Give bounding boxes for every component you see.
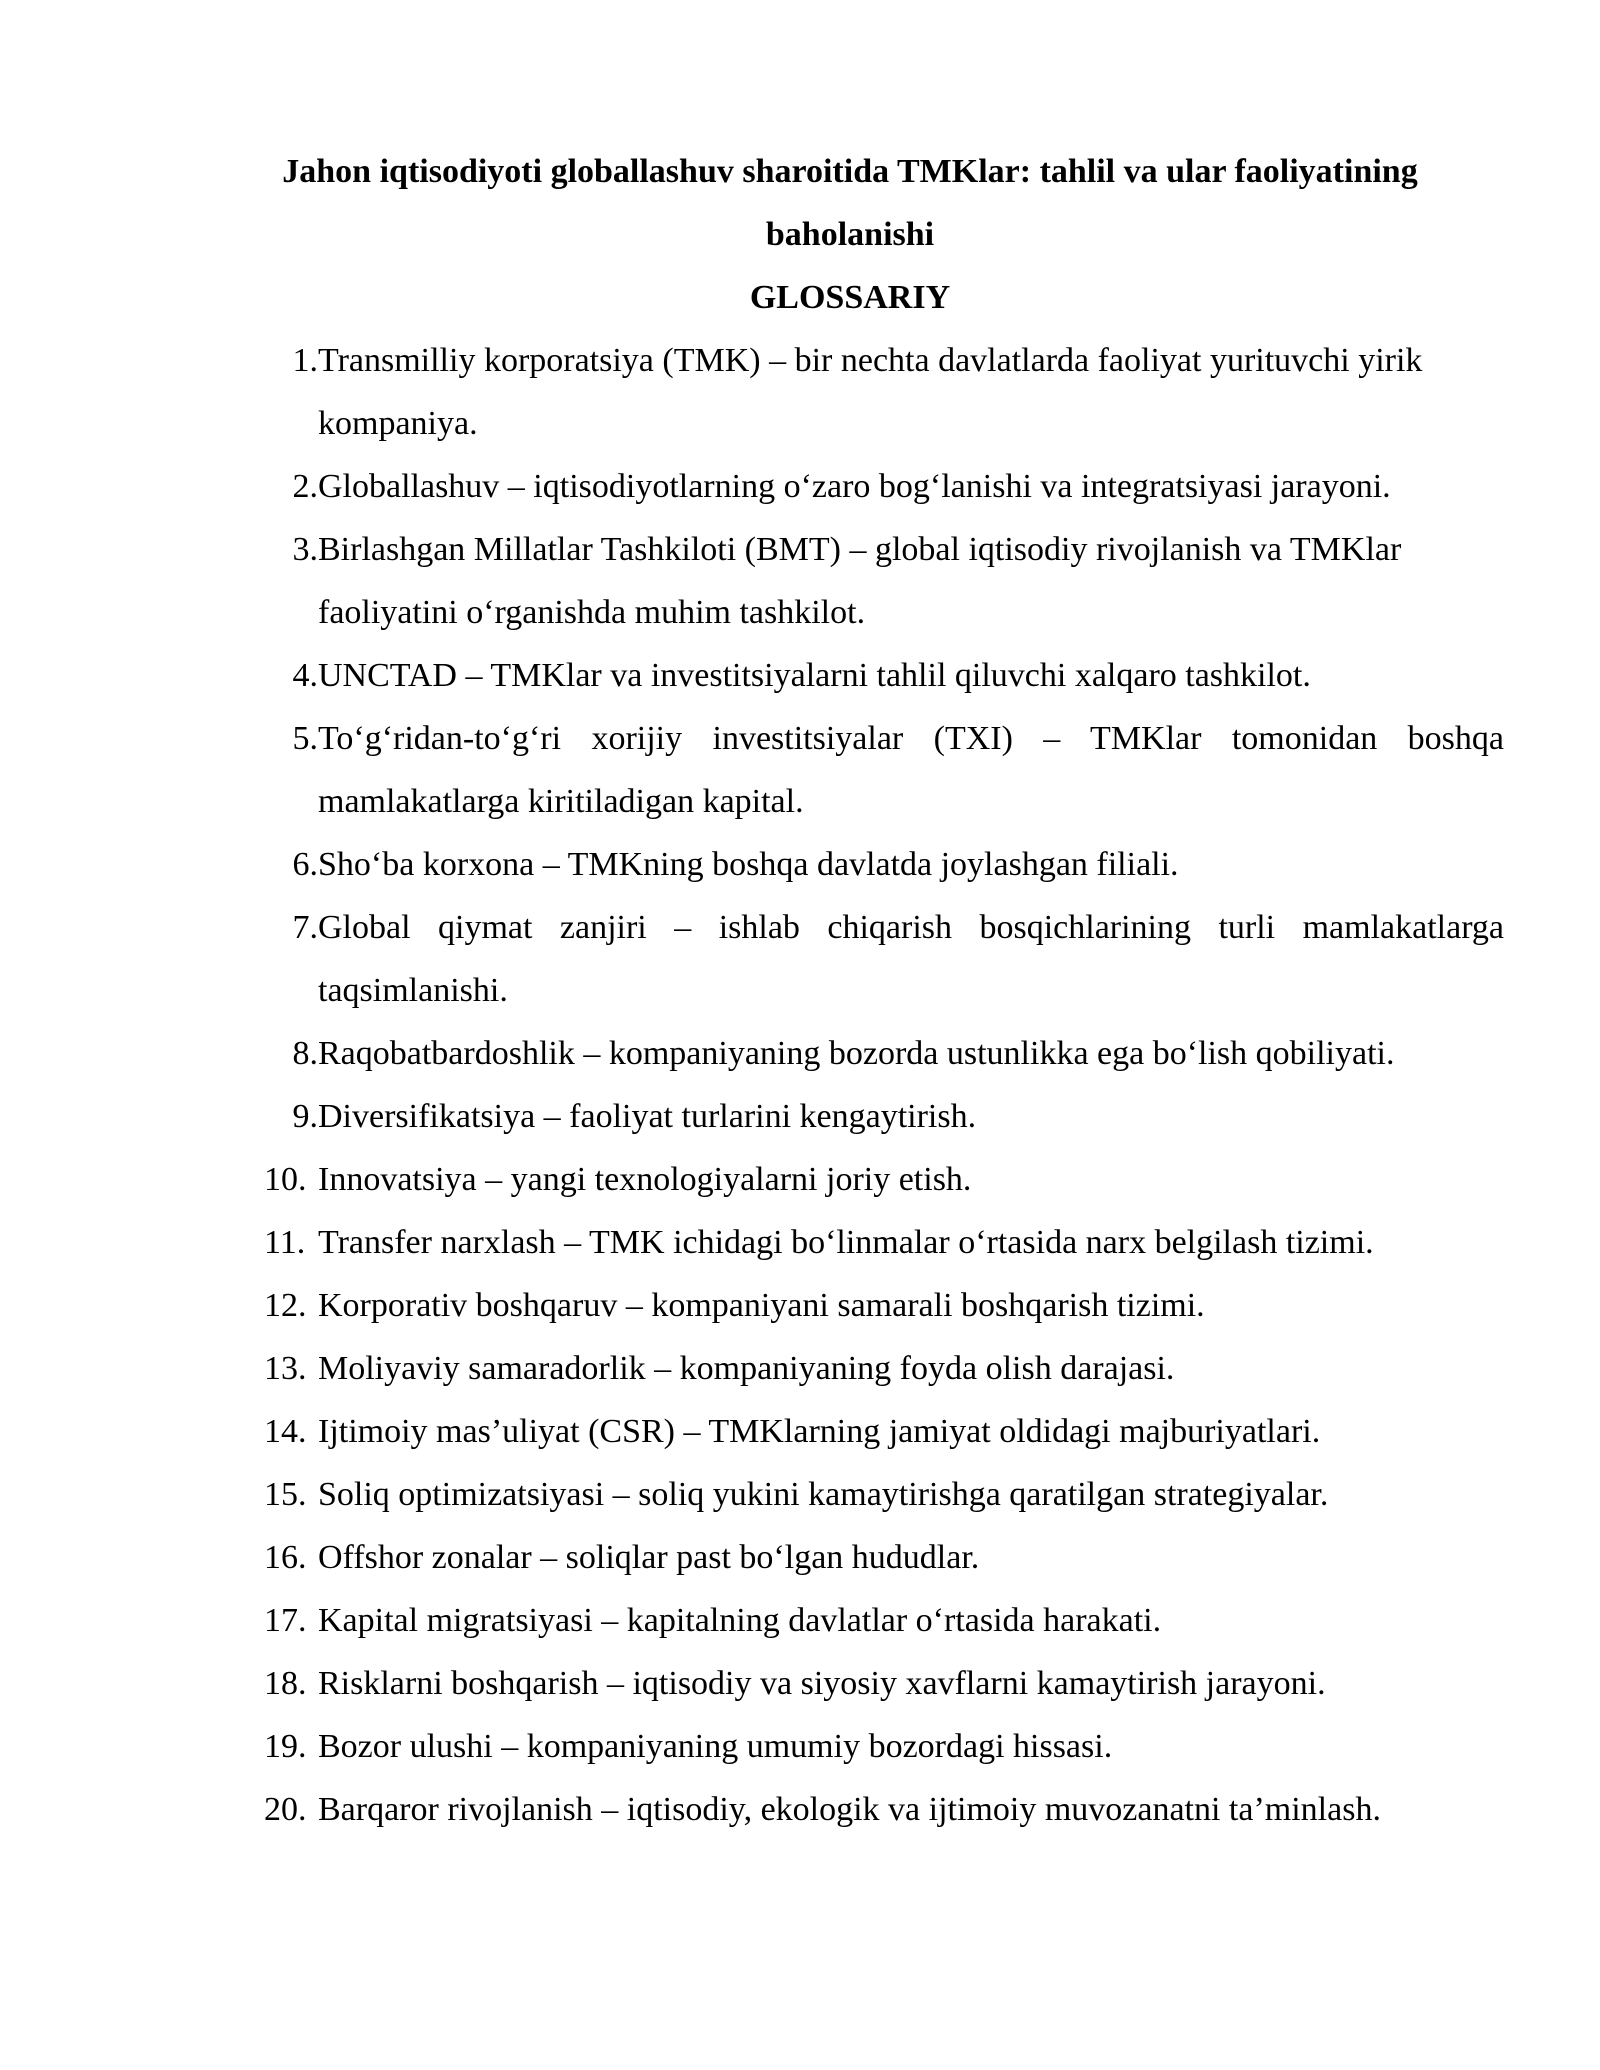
glossary-heading: GLOSSARIY	[749, 279, 951, 316]
item-number: 18.	[264, 1665, 307, 1702]
item-number: 13.	[264, 1350, 307, 1387]
glossary-item	[264, 518, 1504, 644]
glossary-item	[264, 1463, 1504, 1526]
item-number: 11.	[264, 1224, 306, 1261]
item-text: Birlashgan Millatlar Tashkiloti (BMT) – global iqtisodiy rivojlanish va TMKlar faoliyatini o‘rganishda muhim tashkilot.	[318, 531, 1402, 631]
item-number: 19.	[264, 1728, 307, 1765]
glossary-item	[264, 1400, 1504, 1463]
item-number: 9.	[292, 1098, 318, 1135]
item-text: Soliq optimizatsiyasi – soliq yukini kamaytirishga qaratilgan strategiyalar.	[318, 1476, 1329, 1513]
item-number: 2.	[292, 468, 318, 505]
item-text: Korporativ boshqaruv – kompaniyani samarali boshqarish tizimi.	[318, 1287, 1205, 1324]
item-text: Globallashuv – iqtisodiyotlarning o‘zaro bog‘lanishi va integratsiyasi jarayoni.	[318, 468, 1391, 505]
glossary-item	[264, 1778, 1504, 1841]
glossary-item	[264, 1274, 1504, 1337]
item-text: Barqaror rivojlanish – iqtisodiy, ekologik va ijtimoiy muvozanatni ta’minlash.	[318, 1791, 1381, 1828]
item-number: 16.	[264, 1539, 307, 1576]
item-number: 3.	[292, 531, 318, 568]
item-text: Ijtimoiy mas’uliyat (CSR) – TMKlarning jamiyat oldidagi majburiyatlari.	[318, 1413, 1321, 1450]
item-text: To‘g‘ridan-to‘g‘ri xorijiy investitsiyalar (TXI) – TMKlar tomonidan boshqa mamlakatlarga kiritiladigan kapital.	[318, 720, 1504, 820]
glossary-item	[264, 455, 1504, 518]
item-text: Kapital migratsiyasi – kapitalning davlatlar o‘rtasida harakati.	[318, 1602, 1162, 1639]
item-text: Diversifikatsiya – faoliyat turlarini kengaytirish.	[318, 1098, 977, 1135]
glossary-item	[264, 833, 1504, 896]
item-number: 7.	[292, 909, 318, 946]
document-title: Jahon iqtisodiyoti globallashuv sharoitida TMKlar: tahlil va ular faoliyatining baholanishi	[282, 153, 1418, 253]
item-text: Sho‘ba korxona – TMKning boshqa davlatda joylashgan filiali.	[318, 846, 1179, 883]
glossary-item	[264, 1022, 1504, 1085]
glossary-item	[264, 707, 1504, 833]
glossary-item	[264, 1652, 1504, 1715]
glossary-item	[264, 1148, 1504, 1211]
item-number: 6.	[292, 846, 318, 883]
item-number: 14.	[264, 1413, 307, 1450]
item-text: Moliyaviy samaradorlik – kompaniyaning foyda olish darajasi.	[318, 1350, 1175, 1387]
item-text: Transfer narxlash – TMK ichidagi bo‘linmalar o‘rtasida narx belgilash tizimi.	[318, 1224, 1374, 1261]
glossary-item	[264, 644, 1504, 707]
item-text: Risklarni boshqarish – iqtisodiy va siyosiy xavflarni kamaytirish jarayoni.	[318, 1665, 1326, 1702]
item-text: Raqobatbardoshlik – kompaniyaning bozorda ustunlikka ega bo‘lish qobiliyati.	[318, 1035, 1395, 1072]
item-number: 12.	[264, 1287, 307, 1324]
glossary-item	[264, 1211, 1504, 1274]
glossary-item	[264, 896, 1504, 1022]
item-text: UNCTAD – TMKlar va investitsiyalarni tahlil qiluvchi xalqaro tashkilot.	[318, 657, 1311, 694]
item-number: 5.	[292, 720, 318, 757]
glossary-item	[264, 1526, 1504, 1589]
glossary-item	[264, 1715, 1504, 1778]
glossary-item	[264, 1337, 1504, 1400]
glossary-item	[264, 1085, 1504, 1148]
item-number: 4.	[292, 657, 318, 694]
item-number: 15.	[264, 1476, 307, 1513]
item-number: 1.	[292, 342, 318, 379]
item-number: 10.	[264, 1161, 307, 1198]
item-text: Bozor ulushi – kompaniyaning umumiy bozordagi hissasi.	[318, 1728, 1113, 1765]
item-text: Global qiymat zanjiri – ishlab chiqarish bosqichlarining turli mamlakatlarga taqsimlanishi.	[318, 909, 1504, 1009]
glossary-item	[264, 1589, 1504, 1652]
item-number: 8.	[292, 1035, 318, 1072]
item-text: Innovatsiya – yangi texnologiyalarni joriy etish.	[318, 1161, 972, 1198]
item-number: 20.	[264, 1791, 307, 1828]
glossary-list	[264, 329, 1504, 1841]
glossary-item	[264, 329, 1504, 455]
item-text: Transmilliy korporatsiya (TMK) – bir nechta davlatlarda faoliyat yurituvchi yirik kompaniya.	[318, 342, 1423, 442]
item-text: Offshor zonalar – soliqlar past bo‘lgan hududlar.	[318, 1539, 980, 1576]
item-number: 17.	[264, 1602, 307, 1639]
